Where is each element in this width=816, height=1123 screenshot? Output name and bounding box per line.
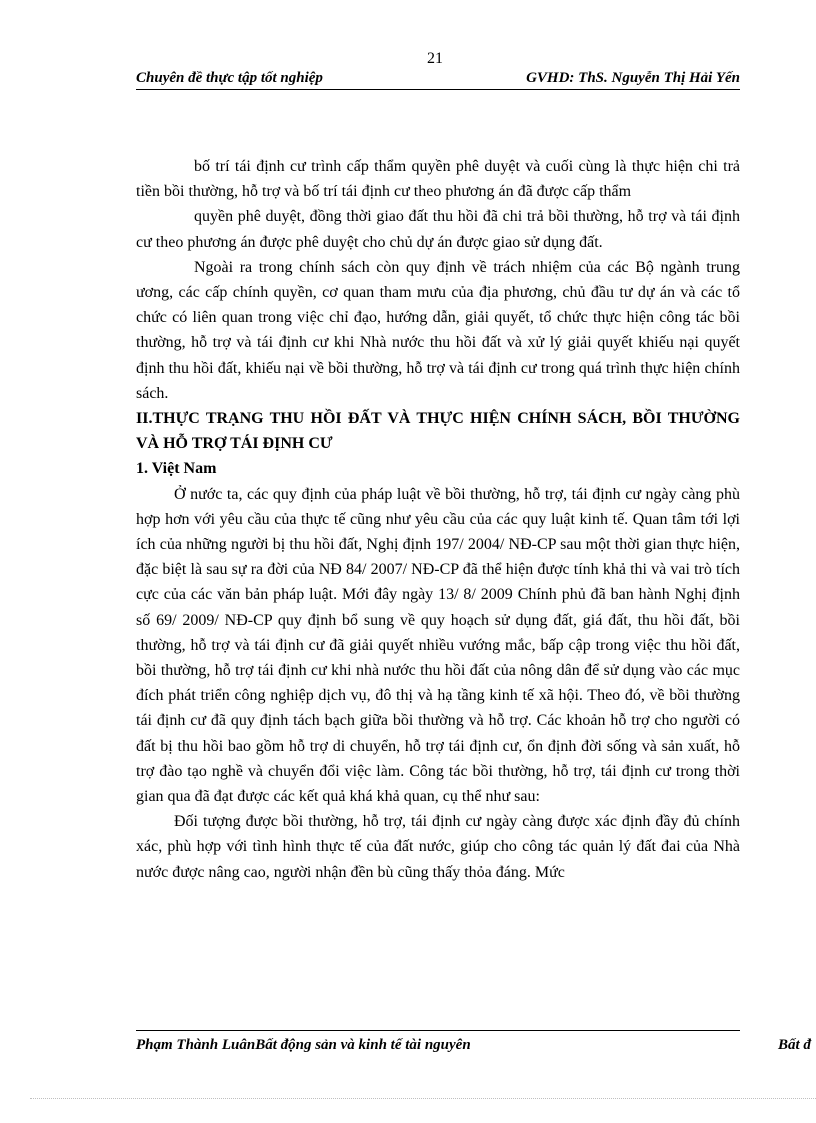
subsection-heading-1: 1. Việt Nam xyxy=(136,460,217,478)
footer-overflow-text: Bất đ xyxy=(778,1037,811,1053)
paragraph-2: quyền phê duyệt, đồng thời giao đất thu hồi đã chi trả bồi thường, hỗ trợ và tái định cư theo phương án được phê duyệt cho chủ dự án được giao sử dụng đất. xyxy=(136,208,740,251)
paragraph-3: Ngoài ra trong chính sách còn quy định về trách nhiệm của các Bộ ngành trung ương, các cấp chính quyền, cơ quan tham mưu của địa phương, chủ đầu tư dự án và các tổ chức có liên quan trong việc chỉ đạo, hướng dẫn, giải quyết, tổ chức thực hiện công tác bồi thường, hỗ trợ và tái định cư khi Nhà nước thu hồi đất và xử lý giải quyết khiếu nại quyết định thu hồi đất, khiếu nại về bồi thường, hỗ trợ và tái định cư trong quá trình thực hiện chính sách. xyxy=(136,258,740,402)
header-supervisor: GVHD: ThS. Nguyễn Thị Hải Yến xyxy=(526,70,740,86)
document-body xyxy=(136,154,740,885)
section-heading-ii: II.THỰC TRẠNG THU HỒI ĐẤT VÀ THỰC HIỆN CHÍNH SÁCH, BỒI THƯỜNG VÀ HỖ TRỢ TÁI ĐỊNH CƯ xyxy=(136,410,740,453)
footer-author: Phạm Thành LuânBất động sản và kinh tế tài nguyên xyxy=(136,1037,471,1053)
paragraph-4: Ở nước ta, các quy định của pháp luật về bồi thường, hỗ trợ, tái định cư ngày càng phù hợp hơn với yêu cầu của thực tế cũng như yêu cầu của các quy luật kinh tế. Quan tâm tới lợi ích của những người bị thu hồi đất, Nghị định 197/ 2004/ NĐ-CP sau một thời gian thực hiện, đặc biệt là sau sự ra đời của NĐ 84/ 2007/ NĐ-CP đã thể hiện được tính khả thi và vai trò tích cực của các văn bản pháp luật. Mới đây ngày 13/ 8/ 2009 Chính phủ đã ban hành Nghị định số 69/ 2009/ NĐ-CP quy định bổ sung về quy hoạch sử dụng đất, giá đất, thu hồi đất, bồi thường, hỗ trợ và tái định cư đã giải quyết nhiều vướng mắc, bấp cập trong việc thu hồi đất, bồi thường, hỗ trợ tái định cư khi nhà nước thu hồi đất của nông dân để sử dụng vào các mục đích phát triển công nghiệp dịch vụ, đô thị và hạ tầng kinh tế xã hội. Theo đó, về bồi thường tái định cư đã quy định tách bạch giữa bồi thường và hỗ trợ. Các khoản hỗ trợ cho người có đất bị thu hồi bao gồm hỗ trợ di chuyển, hỗ trợ tái định cư, ổn định đời sống và sản xuất, hỗ trợ đào tạo nghề và chuyển đổi việc làm. Công tác bồi thường, hỗ trợ, tái định cư trong thời gian qua đã đạt được các kết quả khá khả quan, cụ thể như sau: xyxy=(136,485,740,806)
page-header xyxy=(136,70,740,90)
page-number: 21 xyxy=(427,50,443,67)
paragraph-1: bố trí tái định cư trình cấp thẩm quyền phê duyệt và cuối cùng là thực hiện chi trả tiền bồi thường, hỗ trợ và bố trí tái định cư theo phương án đã được cấp thẩm xyxy=(136,158,740,201)
page-break-line xyxy=(30,1098,816,1099)
footer-divider xyxy=(136,1030,740,1031)
header-course-title: Chuyên đề thực tập tốt nghiệp xyxy=(136,70,323,86)
paragraph-5: Đối tượng được bồi thường, hỗ trợ, tái định cư ngày càng được xác định đầy đủ chính xác, phù hợp với tình hình thực tế của đất nước, giúp cho công tác quản lý đất đai của Nhà nước được nâng cao, người nhận đền bù cũng thấy thỏa đáng. Mức xyxy=(136,813,740,881)
